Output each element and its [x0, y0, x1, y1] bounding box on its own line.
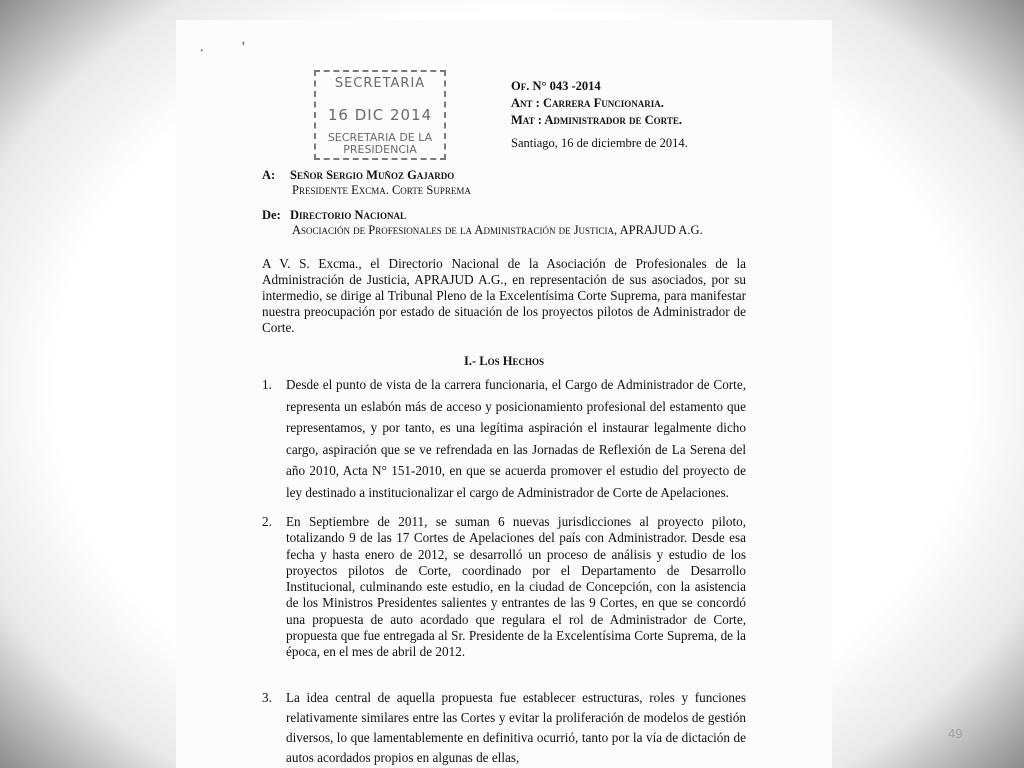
intro-paragraph: A V. S. Excma., el Directorio Nacional de la Asociación de Profesionales de la Administración de Justicia, APRAJUD A.G., en representación de sus asociados, por su intermedio, se dirige al Tribunal Pleno de la Excelentísima Corte Suprema, para manifestar nuestra preocupación por estado de situación de los proyectos pilotos de Administrador de Corte. [262, 256, 746, 335]
list-item [262, 514, 746, 661]
item-number: 2. [262, 514, 272, 529]
letter-date: Santiago, 16 de diciembre de 2014. [511, 136, 688, 150]
office-number: Of. N° 043 -2014 [511, 79, 601, 93]
scan-specks: . ' [200, 40, 245, 55]
from-label: De: [262, 208, 281, 222]
slide-page-number: 49 [948, 726, 963, 741]
sender-org: Asociación de Profesionales de la Administración de Justicia, APRAJUD A.G. [292, 223, 703, 237]
item-text: En Septiembre de 2011, se suman 6 nuevas jurisdicciones al proyecto piloto, totalizando 9 de las 17 Cortes de Apelaciones del país con Administrador. Desde esa fecha y hasta enero de 2012, se desarrolló un proceso de análisis y estudio de los proyectos pilotos de Corte, coordinado por el Departamento de Desarrollo Institucional, culminando este estudio, en la ciudad de Concepción, con la asistencia de los Ministros Presidentes salientes y entrantes de las 9 Cortes, en que se concordó una propuesta de auto acordado que regulara el rol de Administrador de Corte, propuesta que fue entregada al Sr. Presidente de la Excelentísima Corte Suprema, de la época, en el mes de abril de 2012. [286, 514, 746, 660]
stamp-date: 16 DIC 2014 [327, 106, 433, 124]
recipient-name: Señor Sergio Muñoz Gajardo [290, 168, 455, 182]
list-item [262, 374, 746, 503]
reception-stamp [314, 70, 446, 160]
item-text: Desde el punto de vista de la carrera funcionaria, el Cargo de Administrador de Corte, representa un eslabón más de acceso y posicionamiento profesional del estamento que representamos, y por tanto, es una legítima aspiración el instaurar legalmente dicho cargo, aspiración que se ve refrendada en las Jornadas de Reflexión de La Serena del año 2010, Acta N° 151-2010, en que se acuerda promover el estudio del proyecto de ley destinado a institucionalizar el cargo de Administrador de Corte de Apelaciones. [286, 377, 746, 500]
recipient-block [262, 168, 471, 198]
stamp-line1: SECRETARIA [334, 76, 426, 91]
stamp-line3: SECRETARIA DE LA PRESIDENCIA [327, 131, 433, 156]
list-item [262, 688, 746, 768]
to-label: A: [262, 168, 276, 182]
sender-name: Directorio Nacional [290, 208, 407, 222]
item-text: La idea central de aquella propuesta fue establecer estructuras, roles y funciones relativamente similares entre las Cortes y evitar la proliferación de modelos de gestión diversos, lo que lamentablemente en definitiva ocurrió, tanto por la vía de dictación de autos acordados propios en algunas de ellas, [286, 690, 746, 765]
section-heading: I.- Los Hechos [464, 354, 544, 368]
item-number: 1. [262, 377, 272, 392]
subject: Mat : Administrador de Corte. [511, 113, 682, 127]
antecedent: Ant : Carrera Funcionaria. [511, 96, 664, 110]
reference-block [511, 78, 688, 152]
recipient-title: Presidente Excma. Corte Suprema [292, 183, 471, 197]
item-number: 3. [262, 690, 272, 705]
sender-block [262, 208, 703, 238]
